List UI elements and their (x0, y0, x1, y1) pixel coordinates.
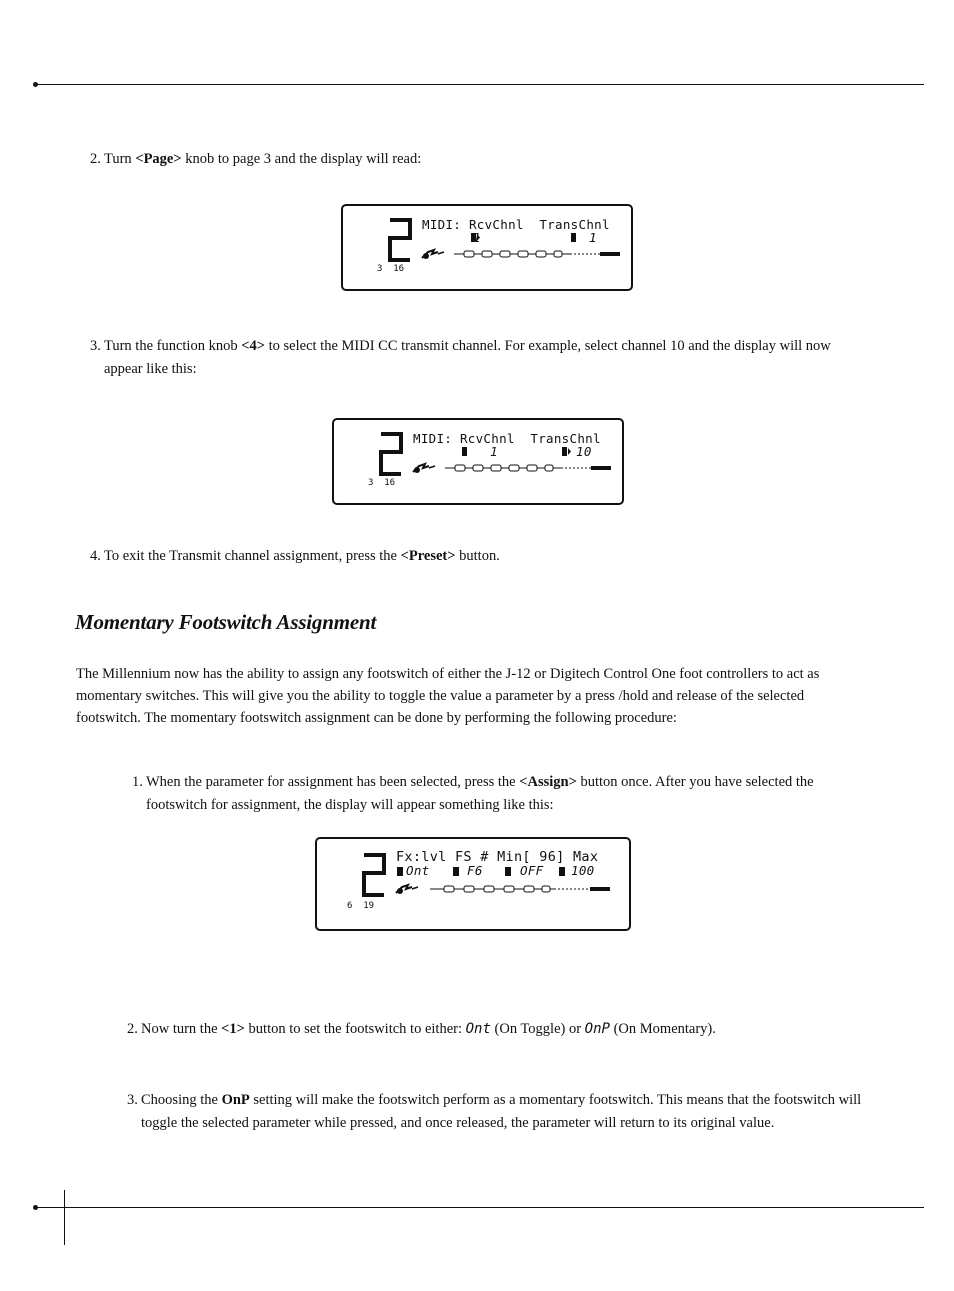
lcd-markers (462, 446, 582, 458)
step-number: 4. (90, 548, 101, 564)
rcv-channel-value: 1 (490, 444, 498, 459)
footer-vertical-rule (64, 1190, 65, 1245)
intro-paragraph: The Millennium now has the ability to assign any footswitch of either the J-12 or Digitech Control One foot controllers to act as momentary switches. This will give you the ability to toggle the value a parameter by a press /hold and release of the selected footswitch. The momentary footswitch assignment can be done by performing the following procedure: (76, 666, 820, 726)
min-value: OFF (520, 863, 544, 878)
step-number: 3. (90, 338, 101, 354)
onp-label: OnP (221, 1092, 250, 1108)
lcd-display-3 (315, 837, 631, 931)
momentary-step-2: 2. Now turn the <1> button to set the footswitch to either: Ont (On Toggle) or OnP (On Momentary). (127, 1018, 887, 1041)
step-number: 2. (127, 1021, 138, 1037)
momentary-step-1: 1. When the parameter for assignment has been selected, press the <Assign> button once. After you have selected the footswitch for assignment, the display will appear something like this: (132, 771, 872, 817)
step-2: 2. Turn <Page> knob to page 3 and the display will read: (90, 148, 870, 171)
on-momentary-lcd-text: OnP (584, 1021, 610, 1037)
lcd-display-2 (332, 418, 624, 505)
guitar-cable-icon (420, 244, 625, 264)
guitar-cable-icon (394, 879, 614, 899)
lcd-markers (471, 232, 591, 244)
max-value: 100 (571, 863, 595, 878)
lcd-display-1 (341, 204, 633, 291)
momentary-step-3: 3. Choosing the OnP setting will make the footswitch perform as a momentary footswitch. This means that the footswitch will toggle the selected parameter while pressed, and once released, the parameter will return to its original value. (127, 1089, 867, 1135)
trans-channel-value: 1 (589, 230, 597, 245)
preset-digit (378, 430, 404, 478)
lcd-line-1: Fx:lvl FS # Min[ 96] Max (396, 849, 599, 865)
page-knob-label: <Page> (135, 151, 182, 167)
lcd-corner: 3 16 (377, 264, 405, 274)
fs-number-value: F6 (467, 863, 483, 878)
trans-channel-value: 10 (576, 444, 592, 459)
step-number: 1. (132, 774, 143, 790)
preset-digit (387, 216, 413, 264)
fs-mode-value: Ont (406, 863, 430, 878)
step-number: 2. (90, 151, 101, 167)
rcv-channel-value: 1 (473, 230, 481, 245)
step-4: 4. To exit the Transmit channel assignment, press the <Preset> button. (90, 545, 870, 568)
lcd-line-1: MIDI: RcvChnl TransChnl (422, 217, 610, 232)
step-number: 3. (127, 1092, 138, 1108)
lcd-line-1: MIDI: RcvChnl TransChnl (413, 431, 601, 446)
knob-1-label: <1> (221, 1021, 245, 1037)
function-knob-label: <4> (241, 338, 265, 354)
preset-digit (361, 851, 387, 899)
preset-button-label: <Preset> (400, 548, 456, 564)
header-rule (36, 84, 924, 85)
footer-rule (36, 1207, 924, 1208)
assign-button-label: <Assign> (519, 774, 577, 790)
lcd-corner: 6 19 (347, 901, 375, 911)
section-heading: Momentary Footswitch Assignment (75, 610, 377, 634)
on-toggle-lcd-text: Ont (465, 1021, 491, 1037)
guitar-cable-icon (411, 458, 616, 478)
lcd-corner: 3 16 (368, 478, 396, 488)
step-3: 3. Turn the function knob <4> to select the MIDI CC transmit channel. For example, select channel 10 and the display will now appear like this: (90, 335, 870, 381)
